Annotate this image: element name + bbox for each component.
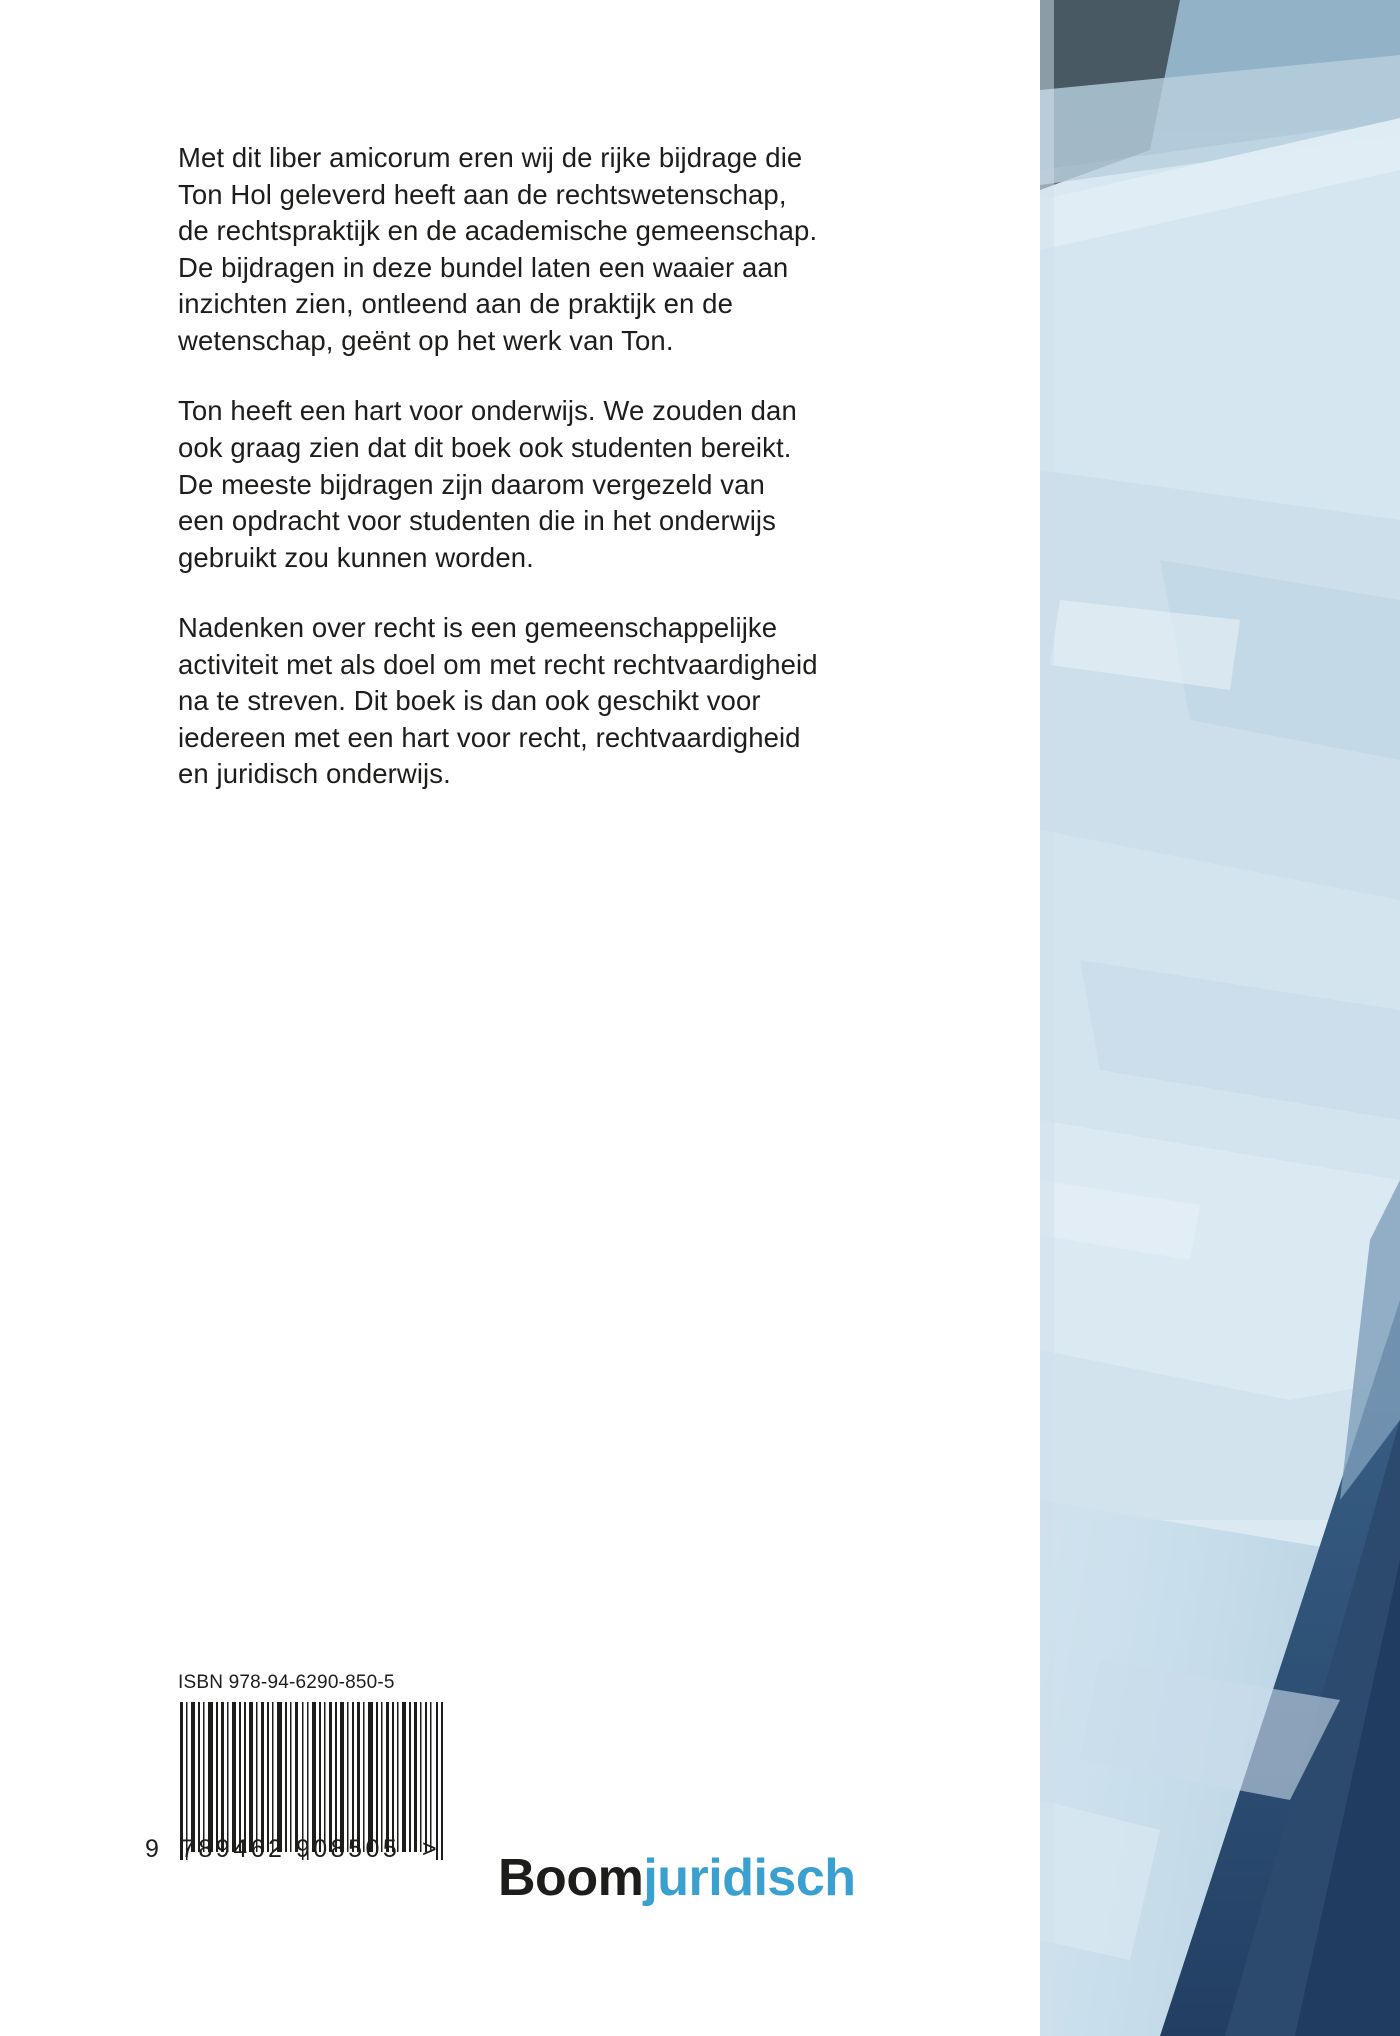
blurb-text [178, 140, 818, 793]
cover-artwork [1040, 0, 1400, 2036]
barcode-main-digits: 789462 908505 [181, 1835, 401, 1863]
barcode [145, 1702, 453, 1863]
blurb-paragraph-3: Nadenken over recht is een gemeenschappelijke activiteit met als doel om met recht rechtvaardigheid na te streven. Dit boek is dan ook geschikt voor iedereen met een hart voor recht, rechtvaardigheid en juridisch onderwijs. [178, 612, 818, 790]
publisher-name-secondary: juridisch [643, 1849, 856, 1907]
blurb-paragraph-2: Ton heeft een hart voor onderwijs. We zouden dan ook graag zien dat dit boek ook studenten bereikt. De meeste bijdragen zijn daarom vergezeld van een opdracht voor studenten die in het onderwijs gebruikt zou kunnen worden. [178, 395, 797, 573]
publisher-logo [498, 1849, 856, 1907]
publisher-name-primary: Boom [498, 1849, 644, 1907]
iceberg-illustration-icon [1040, 0, 1400, 2036]
isbn-block [145, 1672, 468, 1863]
barcode-trailing-symbol: > [422, 1835, 438, 1863]
blurb-paragraph-1: Met dit liber amicorum eren wij de rijke bijdrage die Ton Hol geleverd heeft aan de rechtswetenschap, de rechtspraktijk en de academische gemeenschap. De bijdragen in deze bundel laten een waaier aan inzichten zien, ontleend aan de praktijk en de wetenschap, geënt op het werk van Ton. [178, 142, 818, 356]
barcode-lead-digit: 9 [145, 1835, 160, 1863]
isbn-label: ISBN 978-94-6290-850-5 [178, 1672, 395, 1693]
